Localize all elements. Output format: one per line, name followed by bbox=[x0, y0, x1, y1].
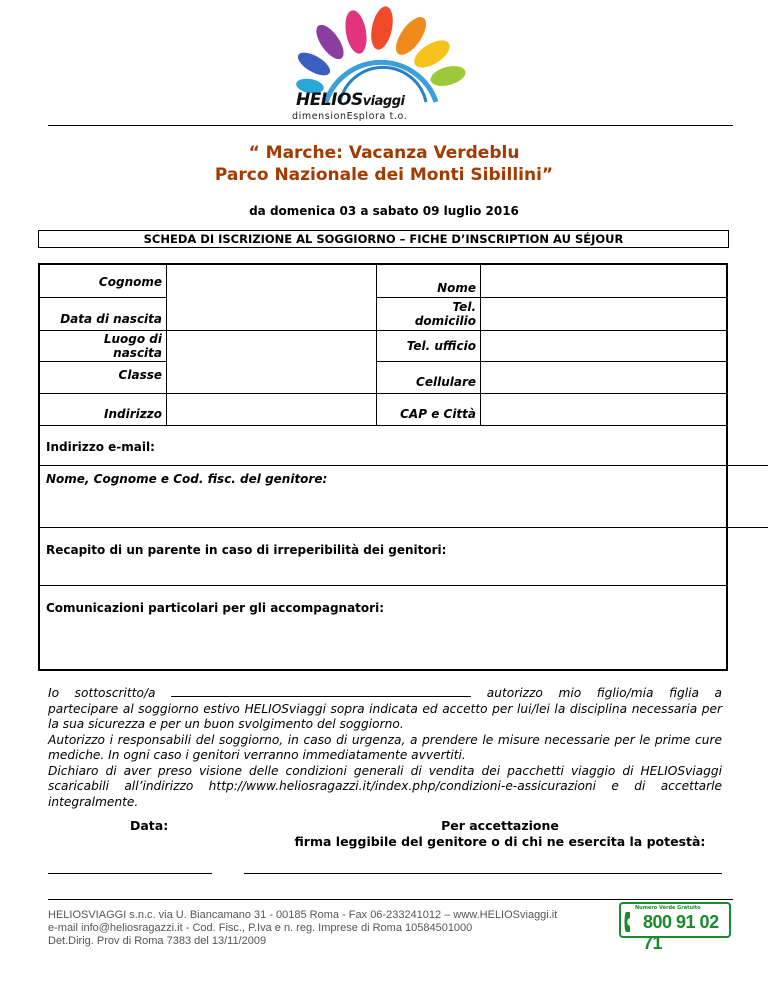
label-cellulare: Cellulare bbox=[416, 375, 476, 389]
toll-free-badge bbox=[619, 902, 731, 953]
grid-line bbox=[376, 361, 726, 362]
label-classe: Classe bbox=[118, 368, 162, 382]
parent-signature-line bbox=[244, 873, 722, 874]
grid-line bbox=[40, 465, 768, 466]
date-label: Data: bbox=[130, 818, 169, 833]
brand-name: HELIOSviaggi bbox=[296, 90, 405, 110]
toll-free-tag: Numero Verde Gratuito bbox=[635, 905, 701, 911]
helios-logo bbox=[286, 4, 486, 124]
date-signature-line bbox=[48, 873, 212, 874]
label-tel-domicilio: Tel. domicilio bbox=[414, 300, 476, 328]
footer-license: Det.Dirig. Prov di Roma 7383 del 13/11/2009 bbox=[48, 935, 267, 947]
name-blank bbox=[171, 695, 471, 697]
brand-tagline: dimensionEsplora t.o. bbox=[292, 111, 408, 122]
consent-line-1: Io sottoscritto/a autorizzo mio figlio/mia figlia a bbox=[48, 686, 723, 700]
consent-participation: partecipare al soggiorno estivo HELIOSviaggi sopra indicata ed accetto per lui/lei la disciplina necessaria per la sua sicurezza e per un buon svolgimento del soggiorno. bbox=[48, 701, 722, 731]
label-data-nascita: Data di nascita bbox=[60, 312, 162, 326]
title-line-2: Parco Nazionale dei Monti Sibillini” bbox=[214, 165, 554, 185]
label-luogo-nascita: Luogo di nascita bbox=[103, 332, 162, 360]
grid-line bbox=[166, 265, 167, 425]
footer-email: e-mail info@heliosragazzi.it - Cod. Fisc., P.Iva e n. reg. Imprese di Roma 10584501000 bbox=[48, 922, 473, 934]
grid-line bbox=[40, 297, 166, 298]
grid-line bbox=[480, 265, 481, 425]
label-cap-citta: CAP e Città bbox=[400, 407, 476, 421]
grid-line bbox=[40, 585, 726, 586]
acceptance-label: Per accettazione firma leggibile del genitore o di chi ne esercita la potestà: bbox=[294, 818, 706, 849]
grid-line bbox=[40, 361, 166, 362]
label-indirizzo: Indirizzo bbox=[104, 407, 162, 421]
label-nome: Nome bbox=[437, 281, 476, 295]
consent-text bbox=[48, 686, 722, 810]
consent-medical: Autorizzo i responsabili del soggiorno, in caso di urgenza, a prendere le misure necessarie per le prime cure mediche. In ogni caso i genitori verranno immediatamente avvertiti. bbox=[48, 732, 722, 762]
sunburst-icon bbox=[286, 4, 486, 104]
footer-divider bbox=[48, 899, 733, 900]
label-genitore: Nome, Cognome e Cod. fisc. del genitore: bbox=[46, 472, 328, 486]
label-cognome: Cognome bbox=[98, 275, 162, 289]
trip-dates: da domenica 03 a sabato 09 luglio 2016 bbox=[249, 204, 519, 218]
phone-icon bbox=[623, 910, 639, 934]
label-recapito: Recapito di un parente in caso di irreperibilità dei genitori: bbox=[46, 543, 447, 557]
label-tel-ufficio: Tel. ufficio bbox=[406, 339, 476, 353]
registration-form bbox=[38, 263, 728, 671]
footer-address: HELIOSVIAGGI s.n.c. via U. Biancamano 31 - 00185 Roma - Fax 06-233241012 – www.HELIOSviaggi.it bbox=[48, 909, 558, 921]
grid-line bbox=[40, 393, 726, 394]
label-comunicazioni: Comunicazioni particolari per gli accompagnatori: bbox=[46, 601, 384, 615]
form-heading: SCHEDA DI ISCRIZIONE AL SOGGIORNO – FICHE D’INSCRIPTION AU SÉJOUR bbox=[38, 230, 729, 248]
consent-conditions: Dichiaro di aver preso visione delle condizioni generali di vendita dei pacchetti viaggio di HELIOSviaggi scaricabili all’indirizzo http://www.heliosragazzi.it/index.php/condizioni-e-assicurazioni e di accettarle integralmente. bbox=[48, 763, 722, 809]
grid-line bbox=[40, 527, 768, 528]
grid-line bbox=[376, 297, 726, 298]
header-divider bbox=[48, 125, 733, 126]
grid-line bbox=[40, 425, 726, 426]
title-line-1: “ Marche: Vacanza Verdeblu bbox=[248, 143, 520, 163]
footer-info bbox=[48, 909, 623, 948]
toll-free-number: 800 91 02 71 bbox=[643, 912, 719, 953]
grid-line bbox=[376, 265, 377, 425]
grid-line bbox=[40, 330, 726, 331]
label-email: Indirizzo e-mail: bbox=[46, 440, 155, 454]
